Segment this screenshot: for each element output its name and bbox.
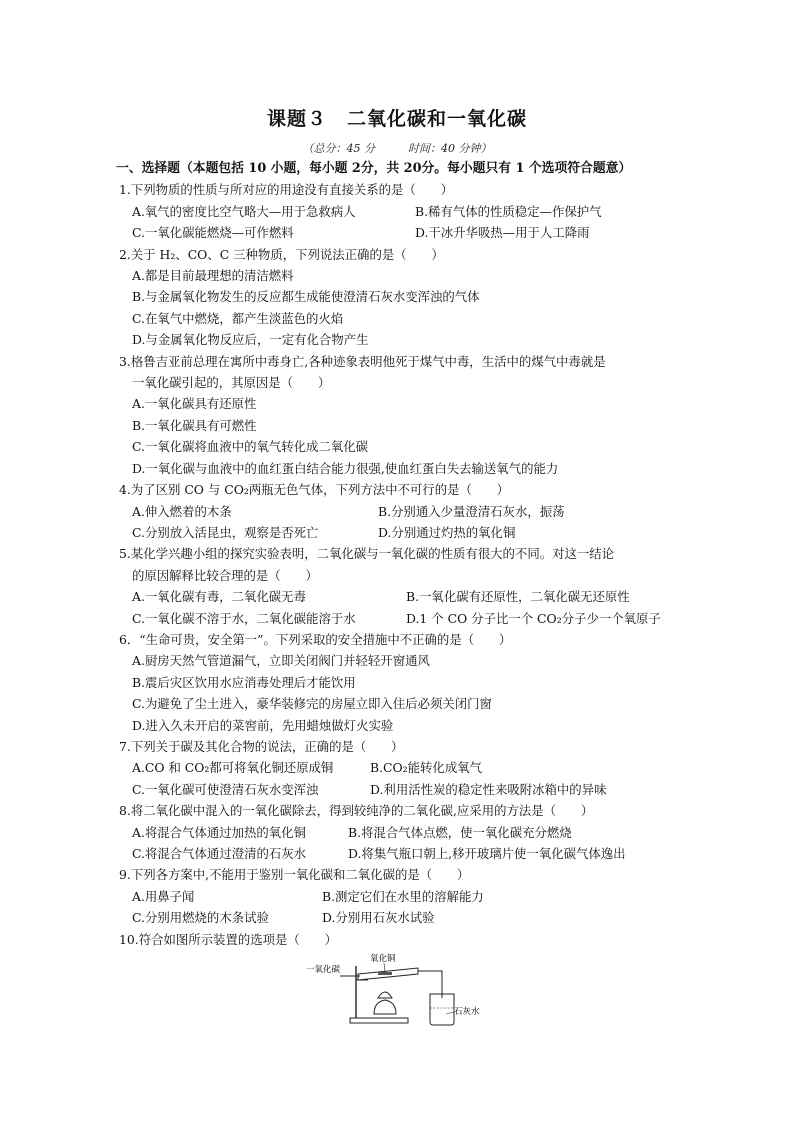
option-c: C.将混合气体通过澄清的石灰水 [132, 846, 307, 861]
option-a: A.都是目前最理想的清洁燃料 [132, 268, 294, 284]
option-b: B.一氧化碳具有可燃性 [132, 417, 257, 433]
question-9 [116, 864, 686, 928]
option-a: A.用鼻子闻 [132, 888, 195, 904]
label-limewater: 石灰水 [454, 1007, 480, 1017]
option-c: C.为避免了尘土进入，豪华装修完的房屋立即入住后必须关闭门窗 [132, 696, 492, 712]
option-a: A.厨房天然气管道漏气，立即关闭阀门并轻轻开窗通风 [132, 653, 430, 669]
limewater-bottle [430, 994, 454, 1025]
question-stem: 7.下列关于碳及其化合物的说法，正确的是（ ） [119, 738, 404, 754]
option-b: B.测定它们在水里的溶解能力 [322, 888, 484, 904]
option-c: C.一氧化碳将血液中的氧气转化成二氧化碳 [132, 439, 369, 455]
alcohol-lamp [374, 1000, 396, 1014]
question-10 [116, 929, 686, 950]
question-list [116, 158, 686, 950]
option-d: D.干冰升华吸热—用于人工降雨 [415, 225, 590, 241]
option-b: B.一氧化碳有还原性，二氧化碳无还原性 [406, 589, 630, 605]
option-c: C.在氧气中燃烧，都产生淡蓝色的火焰 [132, 310, 344, 326]
question-7 [116, 736, 686, 800]
option-d: D.分别用石灰水试验 [322, 910, 435, 926]
apparatus-diagram [306, 952, 496, 1030]
question-stem: 8.将二氧化碳中混入的一氧化碳除去，得到较纯净的二氧化碳,应采用的方法是（ ） [119, 803, 594, 819]
question-6 [116, 629, 686, 736]
option-a: A.一氧化碳有毒，二氧化碳无毒 [132, 589, 306, 605]
flame [378, 992, 392, 998]
label-copper-oxide: 氧化铜 [370, 954, 396, 964]
option-c: C.分别放入活昆虫，观察是否死亡 [132, 524, 319, 540]
option-a: A.氧气的密度比空气略大—用于急救病人 [132, 203, 356, 219]
question-3 [116, 351, 686, 479]
option-c: C.一氧化碳可使澄清石灰水变浑浊 [132, 781, 319, 797]
option-b: B.CO₂能转化成氧气 [370, 760, 482, 776]
option-d: D.利用活性炭的稳定性来吸附冰箱中的异味 [370, 781, 607, 797]
copper-oxide-sample [378, 972, 392, 975]
label-carbon-monoxide: 一氧化碳 [306, 965, 341, 975]
option-d: D.一氧化碳与血液中的血红蛋白结合能力很强,使血红蛋白失去输送氧气的能力 [132, 460, 559, 476]
option-b: B.分别通入少量澄清石灰水，振荡 [378, 503, 565, 519]
label-pointer [446, 1012, 454, 1014]
question-stem: 2.关于 H₂、CO、C 三种物质，下列说法正确的是（ ） [119, 246, 444, 262]
option-d: D.将集气瓶口朝上,移开玻璃片使一氧化碳气体逸出 [348, 846, 626, 861]
question-stem: 10.符合如图所示装置的选项是（ ） [119, 931, 337, 947]
option-b: B.与金属氧化物发生的反应都生成能使澄清石灰水变浑浊的气体 [132, 289, 480, 305]
question-stem: 1.下列物质的性质与所对应的用途没有直接关系的是（ ） [119, 182, 453, 198]
option-a: A.伸入燃着的木条 [132, 503, 232, 519]
question-stem: 6．“生命可贵，安全第一”。下列采取的安全措施中不正确的是（ ） [119, 631, 512, 647]
option-b: B.将混合气体点燃，使一氧化碳充分燃烧 [348, 824, 572, 840]
option-c: C.分别用燃烧的木条试验 [132, 910, 269, 926]
option-d: D.与金属氧化物反应后，一定有化合物产生 [132, 332, 369, 348]
option-a: A.将混合气体通过加热的氧化铜 [132, 824, 306, 840]
question-stem: 9.下列各方案中,不能用于鉴别一氧化碳和二氧化碳的是（ ） [119, 867, 470, 883]
question-stem-cont: 一氧化碳引起的，其原因是（ ） [132, 375, 331, 391]
section-heading: 一、选择题（本题包括 10 小题，每小题 2分，共 20分。每小题只有 1 个选项符合题意） [116, 161, 632, 176]
score-time-info: （总分：45 分 时间：40 分钟） [302, 142, 492, 155]
option-b: B.震后灾区饮用水应消毒处理后才能饮用 [132, 674, 356, 690]
label-pointer [384, 963, 385, 972]
page-title: 课题３ 二氧化碳和一氧化碳 [266, 108, 527, 130]
question-2 [116, 244, 686, 351]
option-d: D.分别通过灼热的氧化铜 [378, 524, 516, 540]
option-a: A.CO 和 CO₂都可将氧化铜还原成铜 [132, 760, 334, 776]
option-b: B.稀有气体的性质稳定—作保护气 [415, 203, 602, 219]
question-8 [116, 800, 686, 864]
option-d: D.进入久未开启的菜窖前，先用蜡烛做灯火实验 [132, 717, 394, 733]
option-d: D.1 个 CO 分子比一个 CO₂分子少一个氧原子 [406, 610, 661, 626]
option-c: C.一氧化碳能燃烧—可作燃料 [132, 225, 294, 241]
stand-base [350, 1018, 408, 1023]
question-4 [116, 479, 686, 543]
question-stem: 3.格鲁吉亚前总理在寓所中毒身亡,各种迹象表明他死于煤气中毒，生活中的煤气中毒就是 [119, 353, 606, 369]
question-5 [116, 543, 686, 629]
question-stem-cont: 的原因解释比较合理的是（ ） [132, 567, 318, 583]
option-c: C.一氧化碳不溶于水，二氧化碳能溶于水 [132, 610, 356, 626]
question-1 [116, 179, 686, 243]
question-stem: 5.某化学兴趣小组的探究实验表明，二氧化碳与一氧化碳的性质有很大的不同。对这一结论 [119, 546, 615, 562]
option-a: A.一氧化碳具有还原性 [132, 396, 257, 412]
question-stem: 4.为了区别 CO 与 CO₂两瓶无色气体，下列方法中不可行的是（ ） [119, 482, 510, 498]
